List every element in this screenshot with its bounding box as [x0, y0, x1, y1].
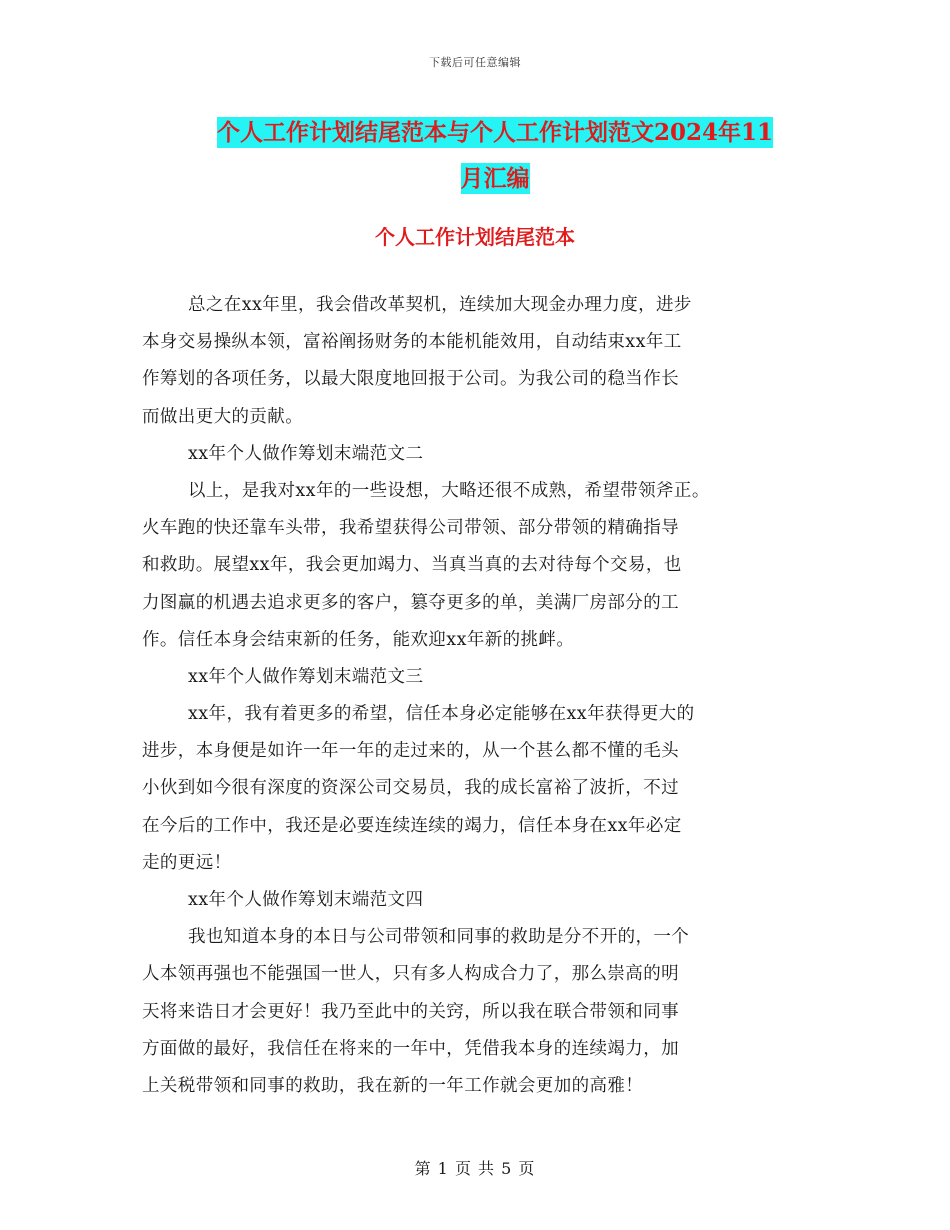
body-line: 总之在xx年里，我会借改革契机，连续加大现金办理力度，进步 [188, 295, 692, 315]
body-line: xx年，我有着更多的希望，信任本身必定能够在xx年获得更大的 [188, 704, 695, 725]
body-line: xx年个人做作筹划末端范文四 [188, 890, 424, 910]
body-line: 力图赢的机遇去追求更多的客户，篡夺更多的单，美满厂房部分的工 [142, 592, 679, 613]
body-line: 我也知道本身的本日与公司带领和同事的救助是分不开的，一个 [188, 927, 690, 948]
body-text [142, 287, 822, 1105]
body-line: 作筹划的各项任务，以最大限度地回报于公司。为我公司的稳当作长 [142, 369, 679, 390]
body-line: 而做出更大的贡献。 [142, 406, 304, 427]
body-line: xx年个人做作筹划末端范文二 [188, 443, 424, 464]
body-line: 在今后的工作中，我还是必要连续连续的竭力，信任本身在xx年必定 [142, 815, 682, 836]
body-line: 人本领再强也不能强国一世人，只有多人构成合力了，那么崇高的明 [142, 964, 679, 985]
body-line: 火车跑的快还靠车头带，我希望获得公司带领、部分带领的精确指导 [142, 518, 679, 539]
header-note: 下载后可任意编辑 [429, 56, 521, 69]
body-line: 天将来诰日才会更好！我乃至此中的关窍，所以我在联合带领和同事 [142, 1001, 679, 1022]
page-number-footer: 第 1 页 共 5 页 [414, 1159, 536, 1178]
body-line: 方面做的最好，我信任在将来的一年中，凭借我本身的连续竭力，加 [142, 1038, 679, 1059]
document-title [150, 110, 840, 202]
body-line: 作。信任本身会结束新的任务，能欢迎xx年新的挑衅。 [142, 629, 575, 650]
body-line: 以上，是我对xx年的一些设想，大略还很不成熟，希望带领斧正。 [188, 480, 710, 501]
body-line: 进步，本身便是如许一年一年的走过来的，从一个甚么都不懂的毛头 [142, 741, 679, 762]
document-title-line1: 个人工作计划结尾范本与个人工作计划范文2024年11 [216, 119, 774, 146]
body-line: 上关税带领和同事的救助，我在新的一年工作就会更加的高雅！ [142, 1075, 644, 1096]
body-line: 小伙到如今很有深度的资深公司交易员，我的成长富裕了波折，不过 [142, 778, 679, 799]
body-line: 本身交易操纵本领，富裕阐扬财务的本能机能效用，自动结束xx年工 [142, 332, 682, 353]
section-title: 个人工作计划结尾范本 [375, 225, 575, 249]
body-line: 和救助。展望xx年，我会更加竭力、当真当真的去对待每个交易，也 [142, 555, 682, 576]
document-title-line2: 月汇编 [460, 165, 530, 192]
body-line: xx年个人做作筹划末端范文三 [188, 666, 424, 687]
body-line: 走的更远！ [142, 852, 232, 873]
